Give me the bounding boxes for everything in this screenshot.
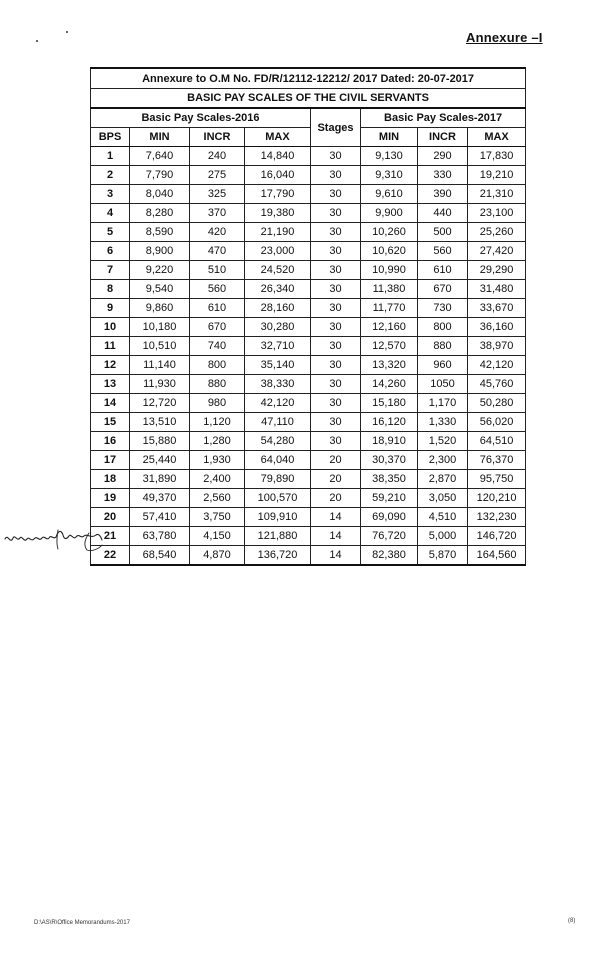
cell-min-2016: 49,370 (130, 489, 190, 508)
cell-max-2016: 121,880 (245, 527, 311, 546)
cell-bps: 22 (91, 546, 130, 566)
cell-min-2017: 9,610 (361, 185, 418, 204)
group-header-2016: Basic Pay Scales-2016 (91, 108, 311, 128)
cell-min-2016: 8,040 (130, 185, 190, 204)
cell-bps: 14 (91, 394, 130, 413)
cell-incr-2017: 1050 (418, 375, 468, 394)
cell-stages: 30 (311, 204, 361, 223)
table-row (91, 299, 526, 318)
table-row (91, 508, 526, 527)
pay-scales-table (90, 67, 526, 566)
cell-max-2016: 24,520 (245, 261, 311, 280)
table-row (91, 394, 526, 413)
cell-incr-2016: 800 (190, 356, 245, 375)
cell-incr-2016: 370 (190, 204, 245, 223)
table-row (91, 546, 526, 566)
cell-max-2016: 100,570 (245, 489, 311, 508)
cell-min-2016: 8,590 (130, 223, 190, 242)
cell-incr-2016: 880 (190, 375, 245, 394)
cell-min-2017: 12,160 (361, 318, 418, 337)
cell-incr-2017: 730 (418, 299, 468, 318)
cell-min-2017: 15,180 (361, 394, 418, 413)
cell-incr-2017: 4,510 (418, 508, 468, 527)
cell-bps: 15 (91, 413, 130, 432)
group-header-2017: Basic Pay Scales-2017 (361, 108, 526, 128)
cell-bps: 4 (91, 204, 130, 223)
footer-page-mark: (8) (568, 918, 576, 924)
cell-incr-2017: 3,050 (418, 489, 468, 508)
table-body (91, 147, 526, 566)
cell-min-2016: 57,410 (130, 508, 190, 527)
cell-stages: 30 (311, 356, 361, 375)
cell-min-2016: 9,220 (130, 261, 190, 280)
cell-stages: 30 (311, 223, 361, 242)
cell-incr-2017: 800 (418, 318, 468, 337)
cell-incr-2016: 4,150 (190, 527, 245, 546)
scan-speck (66, 31, 68, 33)
cell-max-2016: 19,380 (245, 204, 311, 223)
cell-bps: 19 (91, 489, 130, 508)
cell-max-2017: 21,310 (468, 185, 526, 204)
column-header-incr-2017: INCR (418, 128, 468, 147)
table-row (91, 432, 526, 451)
cell-incr-2017: 2,870 (418, 470, 468, 489)
cell-max-2017: 95,750 (468, 470, 526, 489)
cell-max-2017: 50,280 (468, 394, 526, 413)
cell-stages: 30 (311, 375, 361, 394)
column-header-bps: BPS (91, 128, 130, 147)
table-row (91, 356, 526, 375)
column-header-min-2016: MIN (130, 128, 190, 147)
cell-max-2016: 79,890 (245, 470, 311, 489)
stages-header: Stages (311, 108, 361, 147)
column-header-max-2017: MAX (468, 128, 526, 147)
cell-max-2016: 26,340 (245, 280, 311, 299)
cell-bps: 20 (91, 508, 130, 527)
cell-incr-2016: 420 (190, 223, 245, 242)
cell-incr-2017: 330 (418, 166, 468, 185)
cell-bps: 2 (91, 166, 130, 185)
cell-max-2016: 23,000 (245, 242, 311, 261)
cell-incr-2017: 5,000 (418, 527, 468, 546)
table-row (91, 147, 526, 166)
cell-incr-2016: 2,560 (190, 489, 245, 508)
cell-stages: 30 (311, 147, 361, 166)
cell-min-2016: 25,440 (130, 451, 190, 470)
cell-max-2016: 16,040 (245, 166, 311, 185)
cell-stages: 14 (311, 546, 361, 566)
cell-max-2017: 36,160 (468, 318, 526, 337)
table-row (91, 337, 526, 356)
cell-bps: 11 (91, 337, 130, 356)
cell-incr-2017: 390 (418, 185, 468, 204)
cell-bps: 9 (91, 299, 130, 318)
cell-incr-2017: 670 (418, 280, 468, 299)
cell-min-2017: 82,380 (361, 546, 418, 566)
scan-speck (36, 40, 38, 42)
cell-max-2017: 17,830 (468, 147, 526, 166)
column-header-incr-2016: INCR (190, 128, 245, 147)
cell-max-2017: 23,100 (468, 204, 526, 223)
cell-incr-2017: 1,330 (418, 413, 468, 432)
cell-max-2016: 28,160 (245, 299, 311, 318)
column-header-min-2017: MIN (361, 128, 418, 147)
cell-max-2017: 19,210 (468, 166, 526, 185)
cell-min-2016: 11,930 (130, 375, 190, 394)
cell-max-2016: 17,790 (245, 185, 311, 204)
cell-stages: 14 (311, 527, 361, 546)
cell-min-2017: 18,910 (361, 432, 418, 451)
cell-bps: 3 (91, 185, 130, 204)
cell-stages: 30 (311, 261, 361, 280)
table-row (91, 318, 526, 337)
cell-min-2016: 7,640 (130, 147, 190, 166)
cell-max-2016: 109,910 (245, 508, 311, 527)
cell-stages: 20 (311, 451, 361, 470)
cell-incr-2017: 1,170 (418, 394, 468, 413)
cell-incr-2017: 560 (418, 242, 468, 261)
cell-bps: 1 (91, 147, 130, 166)
cell-min-2016: 10,180 (130, 318, 190, 337)
handwritten-signature (3, 527, 103, 553)
cell-incr-2016: 560 (190, 280, 245, 299)
cell-min-2017: 14,260 (361, 375, 418, 394)
cell-max-2017: 120,210 (468, 489, 526, 508)
cell-max-2016: 30,280 (245, 318, 311, 337)
cell-incr-2016: 2,400 (190, 470, 245, 489)
cell-min-2017: 11,380 (361, 280, 418, 299)
cell-min-2017: 9,130 (361, 147, 418, 166)
cell-min-2017: 9,310 (361, 166, 418, 185)
cell-min-2017: 16,120 (361, 413, 418, 432)
cell-max-2017: 146,720 (468, 527, 526, 546)
cell-incr-2017: 1,520 (418, 432, 468, 451)
cell-incr-2016: 4,870 (190, 546, 245, 566)
cell-bps: 17 (91, 451, 130, 470)
cell-stages: 14 (311, 508, 361, 527)
table-row (91, 413, 526, 432)
cell-bps: 5 (91, 223, 130, 242)
cell-stages: 30 (311, 432, 361, 451)
table-row (91, 280, 526, 299)
cell-bps: 8 (91, 280, 130, 299)
cell-max-2017: 76,370 (468, 451, 526, 470)
cell-max-2017: 38,970 (468, 337, 526, 356)
cell-incr-2017: 440 (418, 204, 468, 223)
cell-min-2016: 15,880 (130, 432, 190, 451)
cell-max-2017: 33,670 (468, 299, 526, 318)
column-header-max-2016: MAX (245, 128, 311, 147)
cell-incr-2017: 290 (418, 147, 468, 166)
table-row (91, 470, 526, 489)
cell-min-2017: 12,570 (361, 337, 418, 356)
cell-max-2017: 25,260 (468, 223, 526, 242)
cell-incr-2017: 960 (418, 356, 468, 375)
cell-incr-2016: 470 (190, 242, 245, 261)
cell-min-2017: 38,350 (361, 470, 418, 489)
cell-incr-2016: 3,750 (190, 508, 245, 527)
cell-max-2016: 42,120 (245, 394, 311, 413)
cell-stages: 30 (311, 337, 361, 356)
cell-min-2017: 76,720 (361, 527, 418, 546)
cell-max-2016: 47,110 (245, 413, 311, 432)
cell-bps: 10 (91, 318, 130, 337)
cell-incr-2016: 1,280 (190, 432, 245, 451)
cell-max-2016: 38,330 (245, 375, 311, 394)
table-row (91, 451, 526, 470)
cell-min-2016: 63,780 (130, 527, 190, 546)
cell-stages: 30 (311, 166, 361, 185)
cell-stages: 30 (311, 299, 361, 318)
cell-max-2016: 21,190 (245, 223, 311, 242)
cell-min-2016: 8,280 (130, 204, 190, 223)
cell-min-2016: 13,510 (130, 413, 190, 432)
cell-stages: 30 (311, 413, 361, 432)
cell-incr-2016: 1,120 (190, 413, 245, 432)
cell-stages: 20 (311, 489, 361, 508)
cell-min-2016: 12,720 (130, 394, 190, 413)
cell-max-2016: 32,710 (245, 337, 311, 356)
cell-min-2016: 68,540 (130, 546, 190, 566)
cell-bps: 7 (91, 261, 130, 280)
cell-min-2016: 9,860 (130, 299, 190, 318)
cell-bps: 12 (91, 356, 130, 375)
cell-incr-2016: 670 (190, 318, 245, 337)
footer-file-path: D:\AS\R\Office Memorandums-2017 (34, 920, 130, 926)
cell-min-2017: 13,320 (361, 356, 418, 375)
cell-bps: 21 (91, 527, 130, 546)
cell-incr-2016: 610 (190, 299, 245, 318)
table-row (91, 223, 526, 242)
table-row (91, 242, 526, 261)
cell-incr-2017: 5,870 (418, 546, 468, 566)
table-row (91, 527, 526, 546)
cell-incr-2017: 500 (418, 223, 468, 242)
cell-max-2017: 31,480 (468, 280, 526, 299)
cell-min-2017: 59,210 (361, 489, 418, 508)
cell-incr-2017: 880 (418, 337, 468, 356)
cell-max-2017: 56,020 (468, 413, 526, 432)
cell-bps: 18 (91, 470, 130, 489)
cell-incr-2017: 2,300 (418, 451, 468, 470)
cell-max-2016: 14,840 (245, 147, 311, 166)
cell-min-2017: 30,370 (361, 451, 418, 470)
cell-min-2017: 9,900 (361, 204, 418, 223)
cell-max-2016: 54,280 (245, 432, 311, 451)
cell-max-2016: 136,720 (245, 546, 311, 566)
cell-min-2016: 8,900 (130, 242, 190, 261)
table-row (91, 166, 526, 185)
om-reference: Annexure to O.M No. FD/R/12112-12212/ 2017 Dated: 20-07-2017 (91, 68, 526, 89)
cell-min-2017: 10,990 (361, 261, 418, 280)
cell-bps: 6 (91, 242, 130, 261)
cell-min-2017: 69,090 (361, 508, 418, 527)
table-row (91, 261, 526, 280)
cell-max-2016: 35,140 (245, 356, 311, 375)
cell-min-2016: 9,540 (130, 280, 190, 299)
cell-stages: 30 (311, 394, 361, 413)
cell-incr-2016: 980 (190, 394, 245, 413)
cell-min-2016: 7,790 (130, 166, 190, 185)
cell-stages: 30 (311, 242, 361, 261)
cell-min-2016: 11,140 (130, 356, 190, 375)
table-title: BASIC PAY SCALES OF THE CIVIL SERVANTS (91, 89, 526, 109)
cell-max-2017: 27,420 (468, 242, 526, 261)
table-row (91, 185, 526, 204)
cell-max-2017: 42,120 (468, 356, 526, 375)
cell-min-2016: 31,890 (130, 470, 190, 489)
cell-stages: 30 (311, 318, 361, 337)
cell-min-2017: 10,620 (361, 242, 418, 261)
cell-max-2017: 64,510 (468, 432, 526, 451)
table-row (91, 204, 526, 223)
cell-max-2017: 132,230 (468, 508, 526, 527)
cell-stages: 30 (311, 280, 361, 299)
cell-min-2016: 10,510 (130, 337, 190, 356)
cell-bps: 16 (91, 432, 130, 451)
annexure-label: Annexure –I (466, 30, 543, 45)
cell-incr-2016: 510 (190, 261, 245, 280)
cell-stages: 30 (311, 185, 361, 204)
cell-incr-2016: 275 (190, 166, 245, 185)
table-row (91, 489, 526, 508)
cell-incr-2016: 1,930 (190, 451, 245, 470)
cell-max-2017: 164,560 (468, 546, 526, 566)
cell-incr-2016: 740 (190, 337, 245, 356)
table-row (91, 375, 526, 394)
cell-max-2017: 45,760 (468, 375, 526, 394)
cell-bps: 13 (91, 375, 130, 394)
cell-max-2016: 64,040 (245, 451, 311, 470)
cell-max-2017: 29,290 (468, 261, 526, 280)
cell-stages: 20 (311, 470, 361, 489)
cell-incr-2017: 610 (418, 261, 468, 280)
cell-incr-2016: 325 (190, 185, 245, 204)
cell-incr-2016: 240 (190, 147, 245, 166)
cell-min-2017: 11,770 (361, 299, 418, 318)
cell-min-2017: 10,260 (361, 223, 418, 242)
